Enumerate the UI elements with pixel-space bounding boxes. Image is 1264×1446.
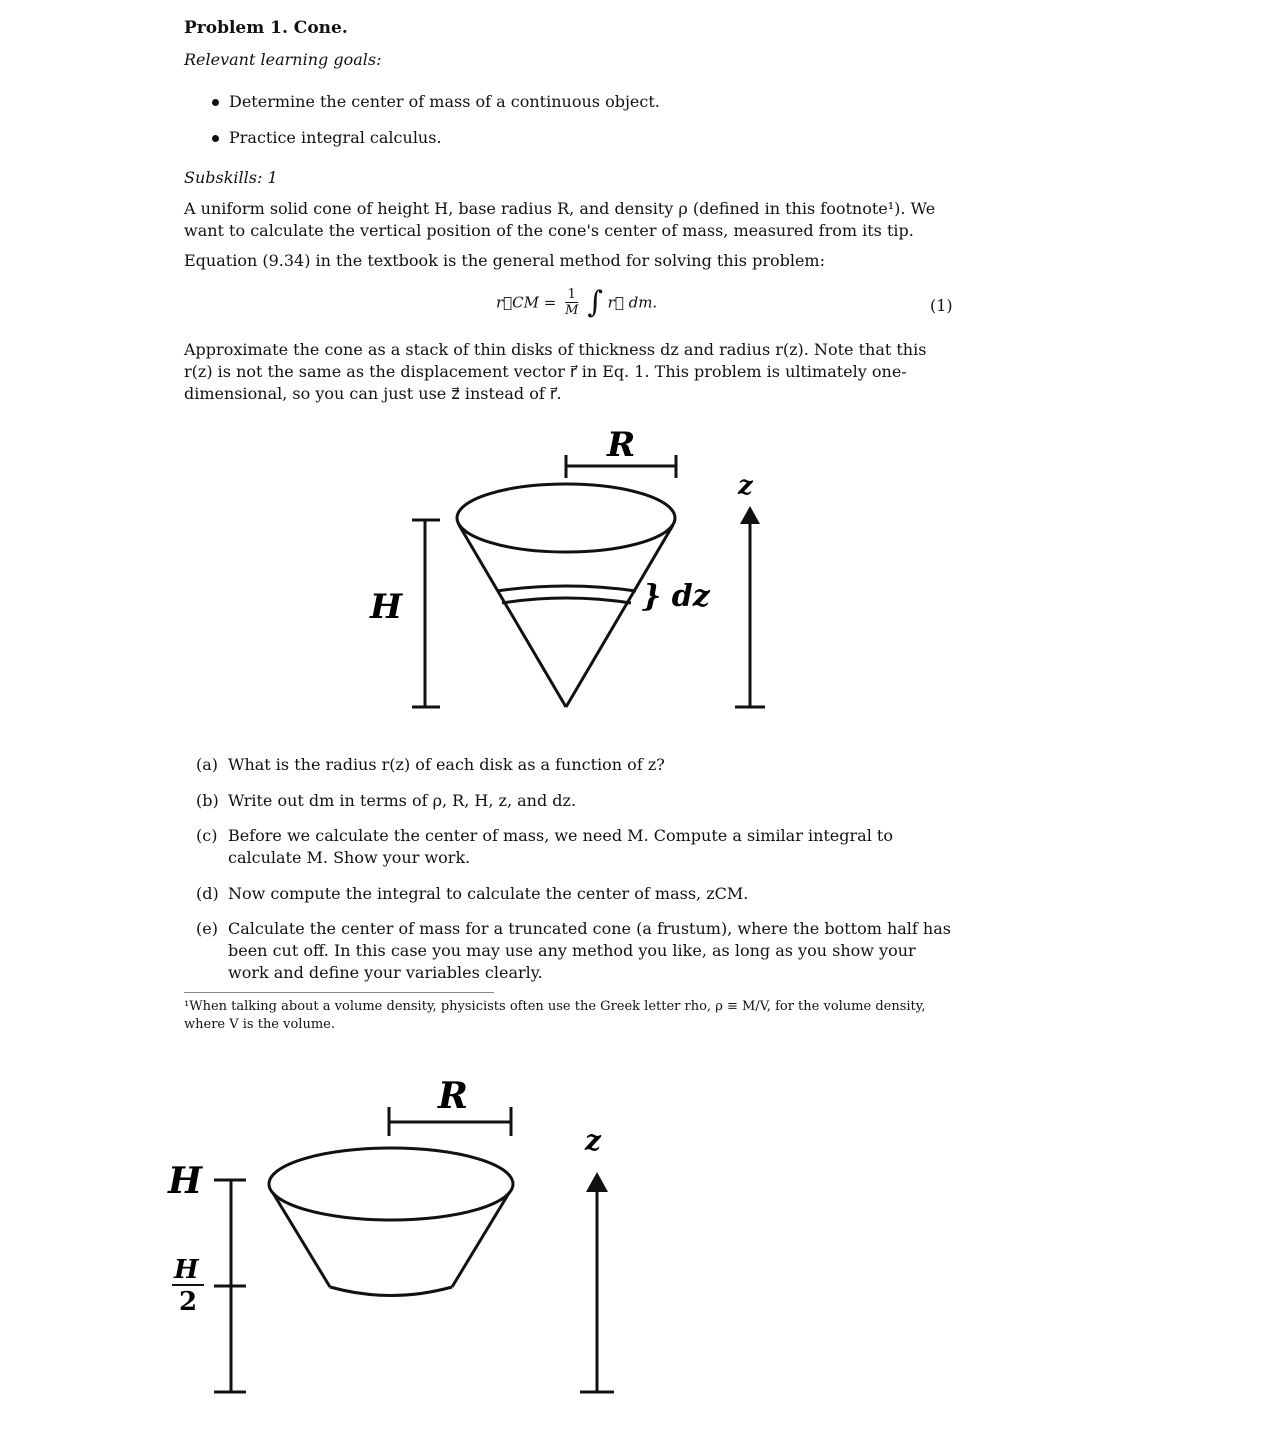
intro-paragraph: Equation (9.34) in the textbook is the general method for solving this problem: xyxy=(184,251,825,270)
intro-paragraph: A uniform solid cone of height H, base radius R, and density ρ (defined in this footnote¹). We want to calculate the vertical position of the cone's center of mass, measured from its tip. xyxy=(184,199,936,240)
part-label: (b) xyxy=(196,791,219,810)
z-arrow-icon xyxy=(740,506,760,524)
part-label: (c) xyxy=(196,826,218,845)
subskills: Subskills: 1 xyxy=(184,168,278,187)
disk-slice-top xyxy=(497,586,636,591)
part-text: Calculate the center of mass for a truncated cone (a frustum), where the bottom half has been cut off. In this case you may use any method you like, as long as you show your work and define your variables clearly. xyxy=(228,919,951,982)
eq-frac-den: M xyxy=(565,303,579,318)
label-H-half-numerator: H xyxy=(174,1255,199,1285)
label-z: z xyxy=(585,1124,601,1157)
eq-lhs: r⃗CM = xyxy=(496,293,557,312)
part-label: (a) xyxy=(196,755,219,774)
footnote-rule xyxy=(184,992,494,993)
footnote: ¹When talking about a volume density, physicists often use the Greek letter rho, ρ ≡ M/V, for the volume density, where V is the volume. xyxy=(184,999,926,1032)
part-label: (e) xyxy=(196,919,218,938)
part-text: Before we calculate the center of mass, we need M. Compute a similar integral to calculate M. Show your work. xyxy=(228,826,893,867)
eq-integral: ∫ xyxy=(587,285,603,320)
label-R: R xyxy=(607,425,636,465)
goal-text: Determine the center of mass of a continuous object. xyxy=(229,92,660,111)
label-H: H xyxy=(370,587,403,627)
frustum-top-ellipse xyxy=(269,1148,513,1220)
label-H-half-denominator: 2 xyxy=(179,1287,198,1317)
label-dz: } dz xyxy=(642,579,710,614)
question-part xyxy=(196,918,956,984)
question-part xyxy=(196,790,956,812)
part-text: Now compute the integral to calculate the center of mass, zCM. xyxy=(228,884,749,903)
label-R: R xyxy=(438,1075,468,1117)
question-part xyxy=(196,754,956,776)
part-text: Write out dm in terms of ρ, R, H, z, and dz. xyxy=(228,791,577,810)
frustum-bottom xyxy=(330,1287,452,1296)
z-arrow-icon xyxy=(586,1172,608,1192)
question-part xyxy=(196,825,956,869)
cone-top-ellipse xyxy=(457,484,675,552)
part-label: (d) xyxy=(196,884,219,903)
equation-number: (1) xyxy=(930,296,953,315)
part-text: What is the radius r(z) of each disk as a function of z? xyxy=(228,755,665,774)
label-H: H xyxy=(168,1160,203,1202)
disk-slice-bottom xyxy=(502,598,631,603)
eq-frac-num: 1 xyxy=(565,287,578,303)
intro-paragraph: Approximate the cone as a stack of thin disks of thickness dz and radius r(z). Note that this r(z) is not the same as the displacement vector r⃗ in Eq. 1. This problem is ultimately one-dimensional, so you can just use z⃗ instead of r⃗. xyxy=(184,340,927,403)
question-part xyxy=(196,883,956,905)
eq-rhs: r⃗ dm. xyxy=(607,293,658,312)
goals-heading: Relevant learning goals: xyxy=(184,50,382,69)
goal-text: Practice integral calculus. xyxy=(229,128,442,147)
label-z: z xyxy=(738,471,753,501)
problem-title: Problem 1. Cone. xyxy=(184,18,348,38)
